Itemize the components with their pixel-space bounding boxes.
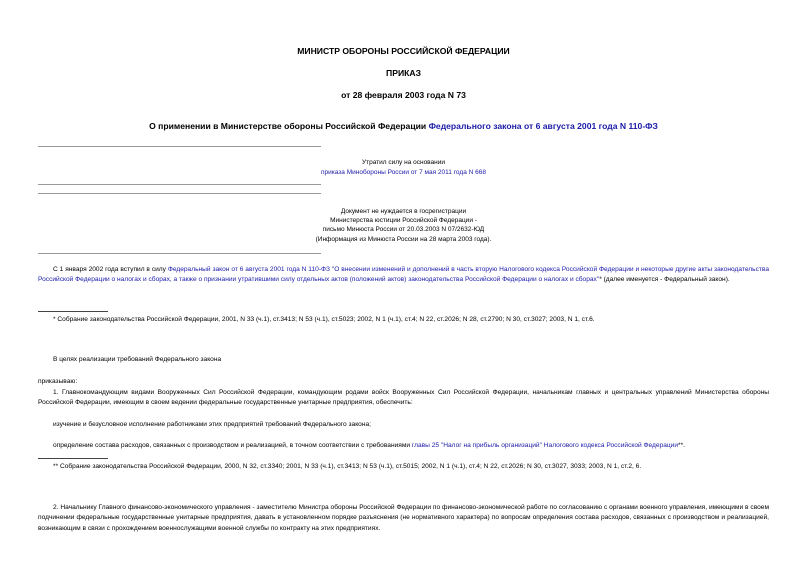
ministry-heading: МИНИСТР ОБОРОНЫ РОССИЙСКОЙ ФЕДЕРАЦИИ <box>297 46 510 56</box>
footnote-1: * Собрание законодательства Российской Федерации, 2001, N 33 (ч.1), ст.3413; N 53 (ч.1), ст.5023; 2002, N 1 (ч.1), ст.4; N 22, ст.2026; N 28, ст.2790; N 30, ст.3027; 2003, N 1, ст.6. <box>53 316 595 323</box>
registration-note-line2: Министерства юстиции Российской Федерации - <box>330 217 477 224</box>
divider <box>38 146 321 147</box>
repeal-order-link[interactable]: приказа Минобороны России от 7 мая 2011 года N 668 <box>321 169 486 176</box>
intro-text: С 1 января 2002 года вступил в силу <box>53 266 168 273</box>
registration-note-line1: Документ не нуждается в госрегистрации <box>340 208 467 215</box>
document-type: ПРИКАЗ <box>386 68 421 78</box>
purpose-paragraph: В целях реализации требований Федерального закона <box>53 356 222 363</box>
registration-note-line3: письмо Минюста России от 20.03.2003 N 07/2632-ЮД <box>322 226 485 233</box>
document-date-number: от 28 февраля 2003 года N 73 <box>341 90 466 100</box>
federal-law-title-link[interactable]: "О внесении изменений и дополнений в часть вторую Налогового кодекса Российской Федерации и некоторые другие акты законодательства Российской Федерации о налогах и сборах, а также о признании утратившими силу отдельных актов (положений актов) законодательства Российской Федерации о налогах и сборах" <box>38 266 769 284</box>
intro-paragraph <box>38 265 769 286</box>
tax-code-chapter-link[interactable]: главы 25 "Налог на прибыль организаций" <box>411 442 542 449</box>
item-1b <box>53 441 769 451</box>
registration-note-line4: (Информация из Минюста России на 28 марта 2003 года). <box>315 236 492 243</box>
tax-code-link[interactable]: Налогового кодекса Российской Федерации <box>541 442 679 449</box>
document-title <box>0 121 807 131</box>
footnote-divider <box>38 311 108 312</box>
item-1b-text: определение состава расходов, связанных с производством и реализацией, в точном соответствии с требованиями <box>53 442 412 449</box>
intro-text-end: * (далее именуется - Федеральный закон). <box>599 276 730 284</box>
divider <box>38 253 321 254</box>
order-word: приказываю: <box>38 378 78 385</box>
divider <box>38 184 321 185</box>
title-law-link[interactable]: Федерального закона от 6 августа 2001 года N 110-ФЗ <box>428 121 658 131</box>
item-1a: изучение и безусловное исполнение работниками этих предприятий требований Федерального закона; <box>53 421 371 428</box>
status-note-text: Утратил силу на основании <box>361 159 446 166</box>
footnote-2: ** Собрание законодательства Российской Федерации, 2000, N 32, ст.3340; 2001, N 33 (ч.1), ст.3413; N 53 (ч.1), ст.5015; 2002, N 1 (ч.1), ст.4; N 22, ст.2026; N 30, ст.3027, 3033; 2003, N 1, ст.2, 6. <box>53 463 642 470</box>
footnote-divider <box>38 458 108 459</box>
item-1: 1. Главнокомандующим видами Вооруженных Сил Российской Федерации, командующим родами войск Вооруженных Сил Российской Федерации, начальникам главных и центральных управлений Министерства обороны Российской Федерации, имеющим в своем ведении федеральные государственные унитарные предприятия, обеспечить: <box>38 389 769 407</box>
divider <box>38 193 321 194</box>
item-1b-text-end: **. <box>678 442 686 449</box>
federal-law-link[interactable]: Федеральный закон от 6 августа 2001 года N 110-ФЗ <box>167 266 331 273</box>
status-note-link-line <box>0 168 807 177</box>
title-text: О применении в Министерстве обороны Российской Федерации <box>149 121 429 131</box>
item-2: 2. Начальнику Главного финансово-экономического управления - заместителю Министра обороны Российской Федерации по финансово-экономической работе по согласованию с органами военного управления, имеющими в своем подчинении федеральные государственные унитарные предприятия, давать в установленном порядке разъяснения (не нормативного характера) по вопросам определения состава расходов, связанных с производством и реализацией, возникающим в связи с прохождением военнослужащими военной службы по контракту на этих предприятиях. <box>38 504 769 532</box>
